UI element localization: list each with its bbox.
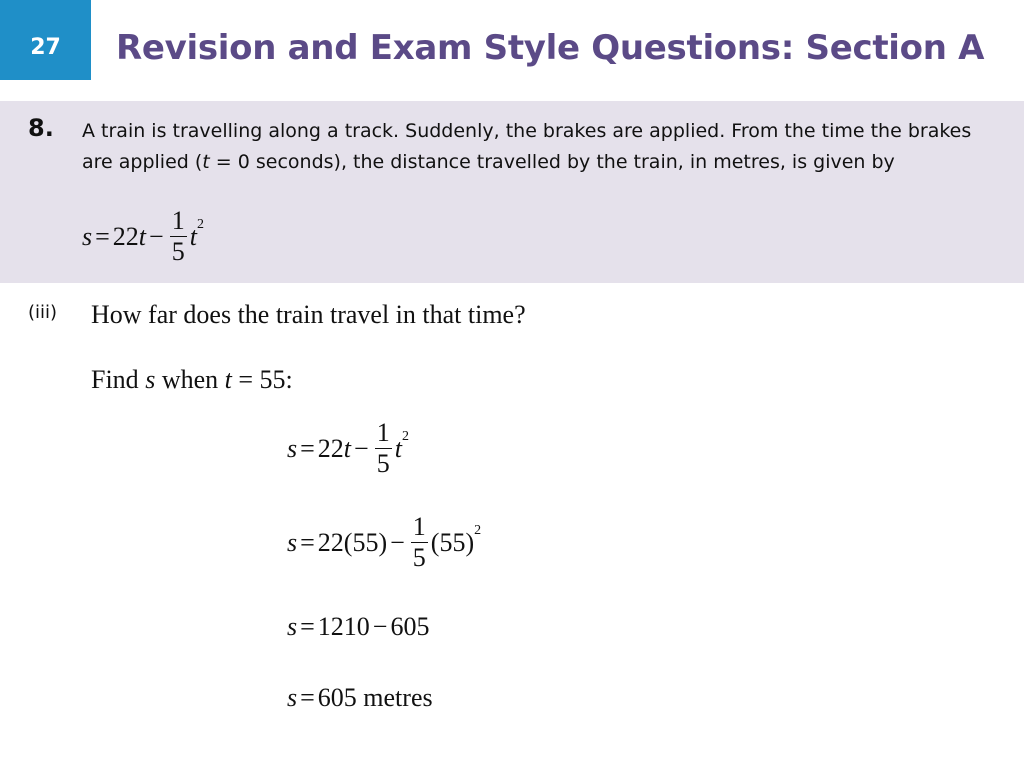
line2-fraction bbox=[411, 514, 428, 571]
line4-lhs: s bbox=[287, 683, 298, 712]
line2-power: 2 bbox=[474, 522, 482, 538]
working-line-1 bbox=[287, 420, 409, 477]
line3-term1: 1210 bbox=[317, 612, 370, 641]
line1-coefficient-var: t bbox=[343, 433, 352, 463]
part-prompt: How far does the train travel in that time? bbox=[91, 300, 526, 329]
question-number: 8. bbox=[28, 114, 54, 142]
line1-equals: = bbox=[300, 433, 315, 463]
line2-term1: 22(55) bbox=[317, 527, 388, 557]
question-formula bbox=[82, 208, 204, 265]
line4-equals: = bbox=[300, 683, 315, 712]
formula-coefficient: 22 bbox=[112, 221, 139, 251]
line1-fraction-denominator: 5 bbox=[376, 449, 390, 478]
line1-coefficient: 22 bbox=[317, 433, 344, 463]
formula-equals: = bbox=[95, 221, 110, 251]
formula-fraction bbox=[170, 208, 187, 265]
line1-fraction bbox=[375, 420, 392, 477]
line2-fraction-numerator: 1 bbox=[412, 512, 426, 541]
question-text-part2: = 0 seconds), the distance travelled by the train, in metres, is given by bbox=[209, 151, 895, 173]
find-suffix: = 55: bbox=[231, 365, 293, 394]
line2-equals: = bbox=[300, 527, 315, 557]
line1-minus: − bbox=[354, 433, 369, 463]
line1-lhs: s bbox=[287, 433, 298, 463]
question-text bbox=[82, 116, 982, 178]
line1-var: t bbox=[394, 433, 402, 463]
line3-lhs: s bbox=[287, 612, 298, 641]
line1-power: 2 bbox=[401, 428, 409, 444]
line3-equals: = bbox=[300, 612, 315, 641]
slide-title: Revision and Exam Style Questions: Section A bbox=[116, 28, 985, 68]
working-line-4 bbox=[287, 683, 433, 713]
formula-var: t bbox=[189, 221, 197, 251]
formula-lhs: s bbox=[82, 221, 93, 251]
line2-term2: (55) bbox=[430, 527, 475, 557]
find-middle: when bbox=[155, 365, 225, 394]
slide-number: 27 bbox=[30, 34, 61, 60]
question-text-var: t bbox=[202, 151, 210, 173]
line3-minus: − bbox=[372, 612, 388, 641]
formula-coefficient-var: t bbox=[138, 221, 147, 251]
line4-answer: 605 metres bbox=[317, 683, 433, 712]
line1-fraction-numerator: 1 bbox=[376, 418, 390, 447]
line2-lhs: s bbox=[287, 527, 298, 557]
question-text-part1: A train is travelling along a track. Suddenly, the brakes are applied. From the time the brakes are applied ( bbox=[82, 120, 972, 173]
line2-fraction-denominator: 5 bbox=[412, 543, 426, 572]
find-instruction bbox=[91, 365, 293, 395]
formula-power: 2 bbox=[196, 216, 204, 232]
find-var-s: s bbox=[145, 365, 156, 394]
formula-fraction-denominator: 5 bbox=[171, 237, 185, 266]
find-var-t: t bbox=[224, 365, 232, 394]
formula-minus: − bbox=[149, 221, 164, 251]
working-line-2 bbox=[287, 514, 481, 571]
working-line-3 bbox=[287, 612, 429, 642]
part-label: (iii) bbox=[28, 302, 58, 323]
slide-number-badge bbox=[0, 0, 91, 80]
line2-minus: − bbox=[390, 527, 405, 557]
find-prefix: Find bbox=[91, 365, 146, 394]
line3-term2: 605 bbox=[390, 612, 430, 641]
formula-fraction-numerator: 1 bbox=[171, 206, 185, 235]
